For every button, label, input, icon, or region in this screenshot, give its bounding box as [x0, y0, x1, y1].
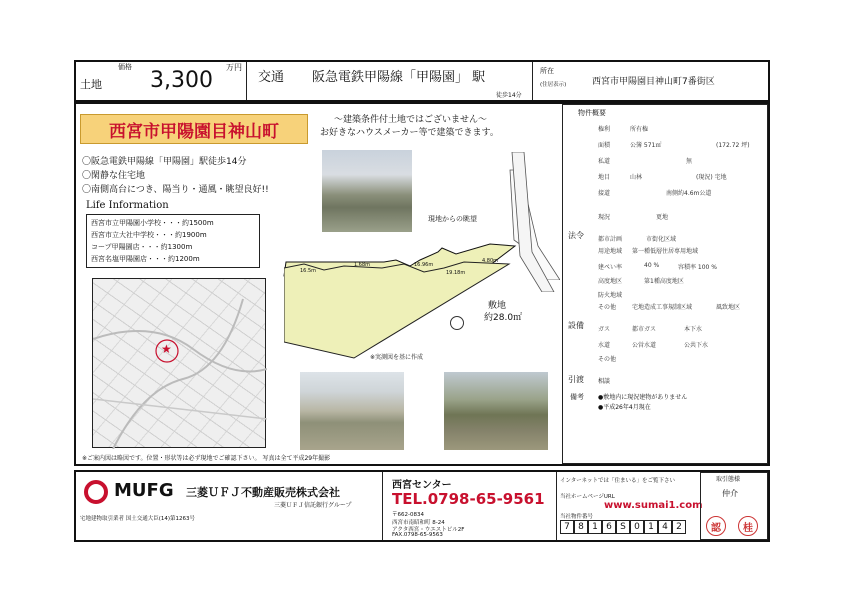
- facility-key: ガス: [598, 326, 611, 333]
- view-caption: 現地からの眺望: [428, 215, 477, 223]
- site-photo-2: [444, 372, 548, 450]
- code-digit: 7: [560, 520, 574, 534]
- address-1: 西宮市南昭和町 8-24: [392, 520, 445, 526]
- promo-title: 西宮市甲陽園目神山町: [109, 121, 279, 142]
- spec-key: 権利: [598, 126, 611, 133]
- address-label: 所在: [540, 67, 554, 75]
- map-roads: [93, 279, 267, 449]
- life-list: [86, 214, 260, 268]
- law-key: 都市計画: [598, 236, 623, 243]
- law-key: 建ぺい率: [598, 264, 623, 271]
- facility-key: その他: [598, 356, 617, 363]
- facility-value: 都市ガス: [632, 326, 657, 333]
- center-name: 西宮センター: [392, 480, 452, 491]
- spec-key: 私道: [598, 158, 611, 165]
- law-key: 高度地区: [598, 278, 623, 285]
- spec-value: 公簿 571㎡: [630, 142, 662, 149]
- target-star-icon: ★: [161, 342, 172, 356]
- section-remarks: 備考: [570, 393, 584, 401]
- divider: [556, 472, 557, 540]
- transaction-mode: 仲介: [722, 489, 738, 498]
- life-item: 西宮市立大社中学校・・・約1900m: [91, 231, 207, 239]
- road-strip: [506, 152, 556, 292]
- dim-label: 16.5m: [300, 268, 317, 274]
- life-item: コープ甲陽園店・・・約1300m: [91, 243, 193, 251]
- law-key: その他: [598, 304, 617, 311]
- law-value: 第一種低層住居専用地域: [632, 248, 699, 255]
- phone[interactable]: TEL.0798-65-9561: [392, 490, 545, 508]
- promo-title-box: [80, 114, 308, 144]
- delivery-value: 相談: [598, 378, 611, 385]
- code-digit: 2: [672, 520, 686, 534]
- category-label: 土地: [80, 78, 102, 91]
- code-digit: S: [616, 520, 630, 534]
- promo-subtitle-1: ～建築条件付土地ではございません～: [334, 115, 488, 125]
- spec-value: 山林: [630, 174, 643, 181]
- web-note: インターネットでは「住まいる」をご覧下さい: [560, 478, 676, 484]
- spec-key: 接道: [598, 190, 611, 197]
- remark-1: ●敷地内に現況建物がありません: [598, 394, 688, 401]
- dim-label: 16.96m: [414, 262, 434, 268]
- website-url[interactable]: www.sumai1.com: [604, 500, 703, 511]
- plan-note: ※実測図を基に作成: [370, 354, 424, 361]
- postal: 〒662-0834: [392, 512, 424, 518]
- fax: FAX.0798-65-9563: [392, 532, 443, 538]
- area-map: [92, 278, 266, 448]
- address: 西宮市甲陽園目神山町7番街区: [592, 77, 715, 87]
- divider: [246, 62, 247, 100]
- site-photo-1: [300, 372, 404, 450]
- facility-value: 公営水道: [632, 342, 657, 349]
- approval-seal: 桂: [738, 516, 758, 536]
- approval-seal: 認: [706, 516, 726, 536]
- spec-value: 所有権: [630, 126, 649, 133]
- life-heading: Life Information: [86, 200, 169, 211]
- section-delivery: 引渡: [568, 375, 584, 384]
- site-area: 約28.0㎡: [484, 313, 523, 323]
- life-item: 西宮市立甲陽園小学校・・・約1500m: [91, 219, 214, 227]
- spec-value: 更地: [656, 214, 669, 221]
- spec-value-2: (現況) 宅地: [696, 174, 727, 181]
- brand: MUFG: [114, 480, 174, 501]
- law-key: 用途地域: [598, 248, 623, 255]
- code-digit: 8: [574, 520, 588, 534]
- promo-subtitle-2: お好きなハウスメーカー等で建築できます。: [320, 128, 499, 138]
- transport-label: 交通: [258, 70, 285, 85]
- divider: [382, 472, 383, 540]
- footnote: ※ご案内図は略図です。位置・形状等は必ず現地でご確認下さい。 写真は全て平成29年撮影: [82, 455, 331, 462]
- code-digit: 0: [630, 520, 644, 534]
- bullet-1: 〇阪急電鉄甲陽線「甲陽園」駅徒歩14分: [82, 157, 247, 167]
- code-digit: 1: [588, 520, 602, 534]
- facility-value-2: 公共下水: [684, 342, 709, 349]
- dim-label: 1.68m: [354, 262, 371, 268]
- company-group: 三菱ＵＦＪ信託銀行グループ: [274, 502, 352, 509]
- code-digit: 6: [602, 520, 616, 534]
- north-compass-icon: [450, 316, 464, 330]
- transport: 阪急電鉄甲陽線「甲陽園」 駅: [312, 70, 486, 85]
- license: 宅地建物取引業者 国土交通大臣(14)第1263号: [80, 516, 196, 522]
- walk-time: 徒歩14分: [496, 92, 522, 99]
- facility-key: 水道: [598, 342, 611, 349]
- address-2: アクタ西宮・ウエストビル2F: [392, 527, 465, 533]
- hp-label: 当社ホームページURL: [560, 494, 615, 500]
- mode-label: 取引態様: [716, 476, 741, 483]
- section-law: 法令: [568, 231, 584, 240]
- bullet-3: 〇南側高台につき、陽当り・通風・眺望良好!!: [82, 185, 269, 195]
- law-value-2: 風致地区: [716, 304, 741, 311]
- law-value-2: 容積率 100 %: [678, 264, 717, 271]
- property-code: [560, 520, 686, 534]
- divider: [532, 62, 533, 100]
- dim-label: 4.80m: [482, 258, 499, 264]
- spec-key: 面積: [598, 142, 611, 149]
- law-value: 40 %: [644, 262, 660, 269]
- price: 3,300: [150, 68, 213, 93]
- spec-key: 現況: [598, 214, 611, 221]
- remark-2: ●平成26年4月現在: [598, 404, 651, 411]
- law-key: 防火地域: [598, 292, 623, 299]
- site-area-label: 敷地: [488, 301, 507, 311]
- code-label: 当社物件番号: [560, 514, 594, 520]
- spec-value-2: (172.72 坪): [716, 142, 750, 149]
- code-digit: 1: [644, 520, 658, 534]
- price-unit: 万円: [226, 63, 242, 72]
- law-value: 宅地造成工事規制区域: [632, 304, 693, 311]
- price-label: 価格: [118, 63, 132, 71]
- company-name: 三菱ＵＦＪ不動産販売株式会社: [186, 486, 340, 499]
- spec-key: 地目: [598, 174, 611, 181]
- spec-value: 無: [686, 158, 693, 165]
- address-sub: (住居表示): [540, 82, 567, 88]
- dim-label: 19.18m: [446, 270, 466, 276]
- law-value: 第1種高度地区: [644, 278, 684, 285]
- spec-value: 南側約4.6m公道: [666, 190, 712, 197]
- mufg-logo-icon: [84, 480, 108, 504]
- section-facility: 設備: [568, 321, 584, 330]
- code-digit: 4: [658, 520, 672, 534]
- facility-value-2: 本下水: [684, 326, 703, 333]
- life-item: 西宮名塩甲陽園店・・・約1200m: [91, 255, 200, 263]
- law-value: 市街化区域: [646, 236, 677, 243]
- bullet-2: 〇閑静な住宅地: [82, 171, 146, 181]
- section-property: 物件概要: [578, 109, 606, 117]
